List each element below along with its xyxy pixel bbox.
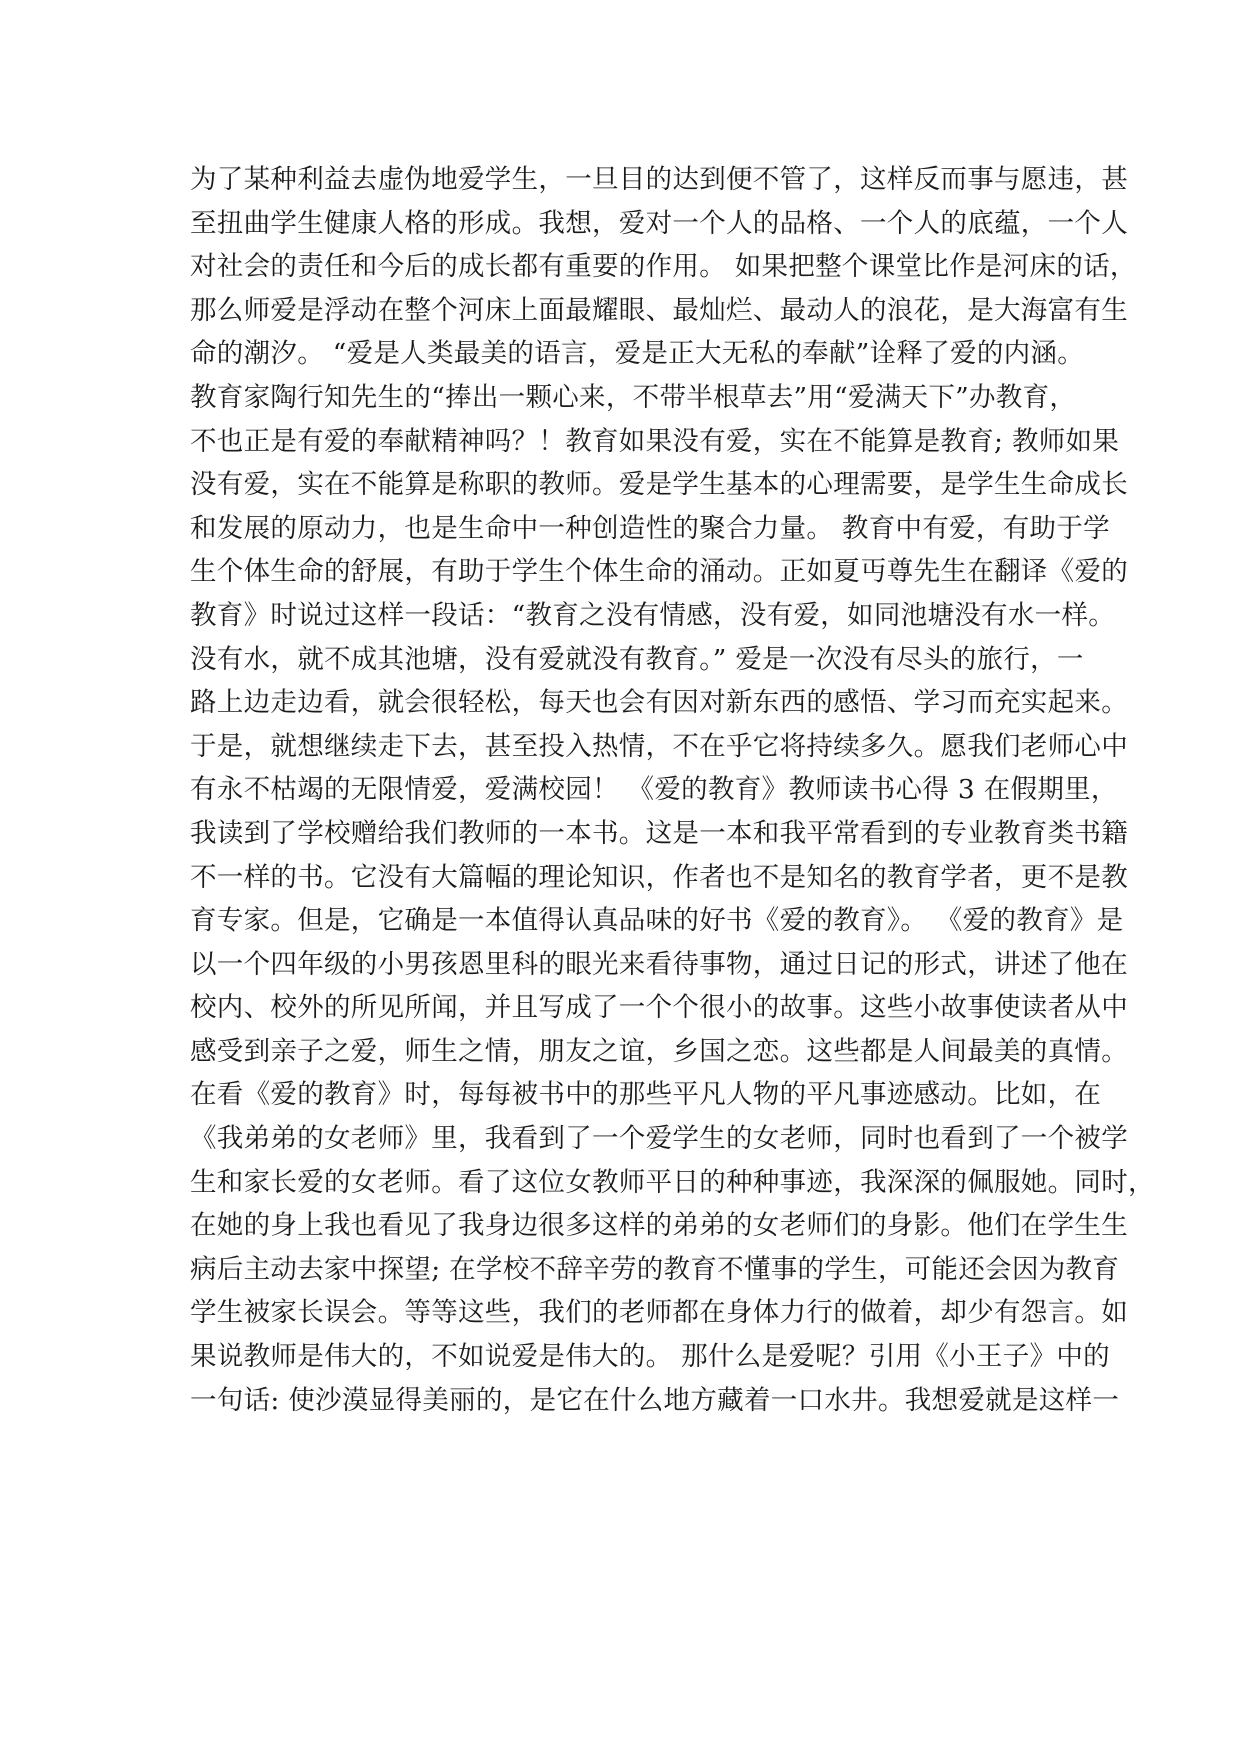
text-line: 命的潮汐。 “爱是人类最美的语言，爱是正大无私的奉献”诠释了爱的内涵。 <box>190 338 1085 370</box>
text-line: 学生被家长误会。等等这些，我们的老师都在身体力行的做着，却少有怨言。如 <box>190 1297 1128 1329</box>
text-line: 生和家长爱的女老师。看了这位女教师平日的种种事迹，我深深的佩服她。同时， <box>190 1166 1155 1198</box>
text-line: 和发展的原动力，也是生命中一种创造性的聚合力量。 教育中有爱，有助于学 <box>190 512 1110 544</box>
text-line: 于是，就想继续走下去，甚至投入热情，不在乎它将持续多久。愿我们老师心中 <box>190 730 1128 762</box>
text-line: 教育家陶行知先生的“捧出一颗心来，不带半根草去”用“爱满天下”办教育， <box>190 381 1077 413</box>
text-line: 至扭曲学生健康人格的形成。我想，爱对一个人的品格、一个人的底蕴，一个人 <box>190 207 1128 239</box>
text-line: 我读到了学校赠给我们教师的一本书。这是一本和我平常看到的专业教育类书籍 <box>190 817 1128 849</box>
text-line: 《我弟弟的女老师》里，我看到了一个爱学生的女老师，同时也看到了一个被学 <box>190 1123 1128 1155</box>
text-line: 校内、校外的所见所闻，并且写成了一个个很小的故事。这些小故事使读者从中 <box>190 992 1128 1024</box>
text-line: 果说教师是伟大的，不如说爱是伟大的。 那什么是爱呢？引用《小王子》中的 <box>190 1341 1110 1373</box>
text-line: 不也正是有爱的奉献精神吗？！教育如果没有爱，实在不能算是教育; 教师如果 <box>190 425 1120 457</box>
text-line: 感受到亲子之爱，师生之情，朋友之谊，乡国之恋。这些都是人间最美的真情。 <box>190 1035 1128 1067</box>
body-text <box>190 158 1155 1422</box>
text-line: 没有水，就不成其池塘，没有爱就没有教育。” 爱是一次没有尽头的旅行，一 <box>190 643 1084 675</box>
text-line: 不一样的书。它没有大篇幅的理论知识，作者也不是知名的教育学者，更不是教 <box>190 861 1128 893</box>
text-line: 有永不枯竭的无限情爱，爱满校园！ 《爱的教育》教师读书心得 3 在假期里， <box>190 774 1118 806</box>
text-line: 一句话: 使沙漠显得美丽的，是它在什么地方藏着一口水井。我想爱就是这样一 <box>190 1384 1120 1416</box>
text-line: 在她的身上我也看见了我身边很多这样的弟弟的女老师们的身影。他们在学生生 <box>190 1210 1128 1242</box>
text-line: 为了某种利益去虚伪地爱学生，一旦目的达到便不管了，这样反而事与愿违，甚 <box>190 164 1128 195</box>
text-line: 没有爱，实在不能算是称职的教师。爱是学生基本的心理需要，是学生生命成长 <box>190 469 1128 501</box>
text-line: 育专家。但是，它确是一本值得认真品味的好书《爱的教育》。 《爱的教育》是 <box>190 905 1124 937</box>
text-line: 教育》时说过这样一段话：“教育之没有情感，没有爱，如同池塘没有水一样。 <box>190 599 1116 631</box>
text-line: 路上边走边看，就会很轻松，每天也会有因对新东西的感悟、学习而充实起来。 <box>190 687 1128 719</box>
text-line: 对社会的责任和今后的成长都有重要的作用。 如果把整个课堂比作是河床的话， <box>190 251 1137 283</box>
text-line: 在看《爱的教育》时，每每被书中的那些平凡人物的平凡事迹感动。比如，在 <box>190 1079 1102 1111</box>
text-line: 以一个四年级的小男孩恩里科的眼光来看待事物，通过日记的形式，讲述了他在 <box>190 948 1128 980</box>
text-line: 生个体生命的舒展，有助于学生个体生命的涌动。正如夏丏尊先生在翻译《爱的 <box>190 556 1128 588</box>
text-line: 病后主动去家中探望; 在学校不辞辛劳的教育不懂事的学生，可能还会因为教育 <box>190 1253 1120 1285</box>
text-line: 那么师爱是浮动在整个河床上面最耀眼、最灿烂、最动人的浪花，是大海富有生 <box>190 294 1128 326</box>
